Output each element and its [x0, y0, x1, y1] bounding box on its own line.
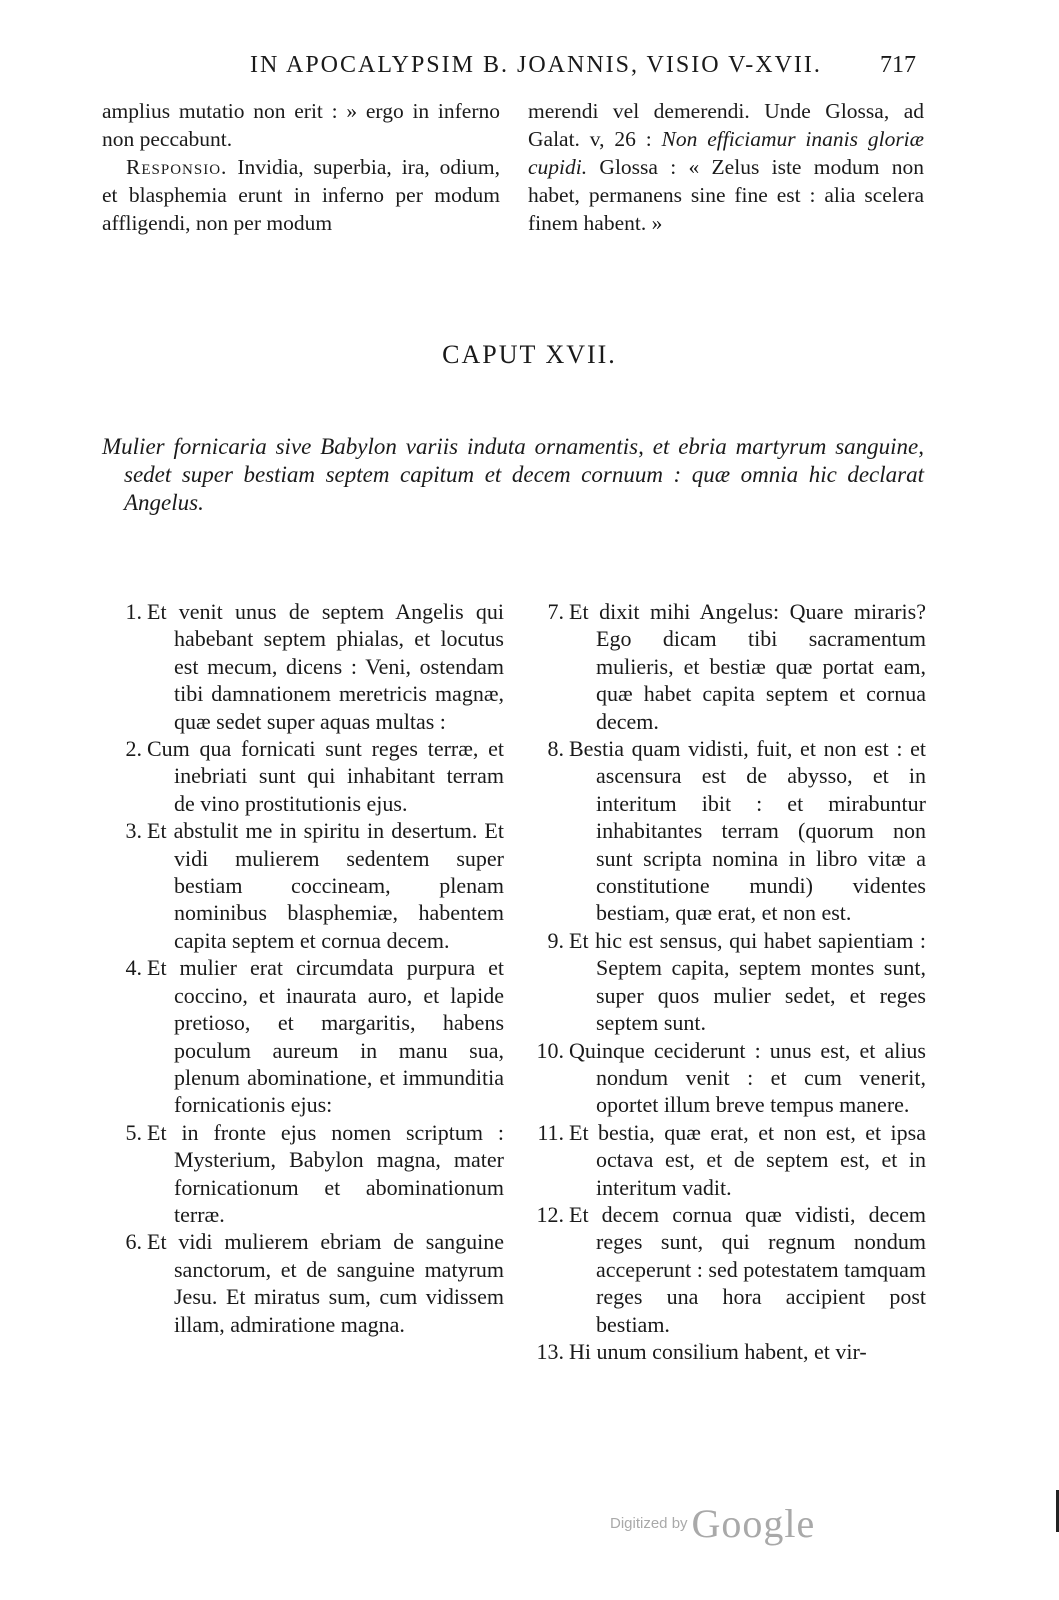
verse-number: 10.	[536, 1037, 564, 1063]
verse-text: Et venit unus de septem Angelis qui habebant septem phialas, et locutus est mecum, dicens : Veni, ostendam tibi damnationem meretricis magnæ, quæ sedet super aquas multas :	[147, 599, 504, 734]
verse	[534, 735, 926, 927]
verses-right-column	[534, 598, 926, 1365]
continuation-text: merendi vel demerendi. Unde Glossa, ad Galat. v, 26 :	[528, 99, 924, 151]
verse	[112, 1119, 504, 1229]
continuation-left-column	[102, 97, 500, 237]
verse-number: 7.	[547, 599, 564, 624]
verse	[112, 735, 504, 817]
verses-left-column	[112, 598, 504, 1338]
verse-text: Et vidi mulierem ebriam de sanguine sanctorum, et de sanguine matyrum Jesu. Et miratus sum, cum vidissem illam, admiratione magna.	[147, 1229, 504, 1337]
verse-text: Hi unum consilium habent, et vir-	[569, 1338, 867, 1364]
verse-text: Et decem cornua quæ vidisti, decem reges sunt, qui regnum nondum acceperunt : sed potestatem tamquam reges una hora accipient post bestiam.	[569, 1201, 926, 1337]
verse	[534, 1338, 926, 1365]
verse-text: Bestia quam vidisti, fuit, et non est : et ascensura est de abysso, et in interitum ibit : et mirabuntur inhabitantes terram (quorum non sunt scripta nomina in libro vitæ a constitutione mundi) videntes bestiam, quæ erat, et non est.	[569, 736, 926, 926]
verse	[534, 927, 926, 1037]
verse-text: Cum qua fornicati sunt reges terræ, et inebriati sunt qui inhabitant terram de vino prostitutionis ejus.	[147, 736, 504, 816]
chapter-summary: Mulier fornicaria sive Babylon variis induta ornamentis, et ebria martyrum sanguine, sedet super bestiam septem capitum et decem cornuum : quæ omnia hic declarat Angelus.	[102, 434, 924, 515]
verse-number: 9.	[547, 927, 564, 953]
verse	[112, 598, 504, 735]
continuation-right-column	[528, 97, 924, 237]
glossa-quotation: Non efficiamur inanis gloriæ cupidi.	[528, 127, 924, 179]
digitized-watermark	[610, 1500, 815, 1547]
verse-number: 2.	[125, 736, 142, 762]
verse-number: 13.	[536, 1338, 564, 1364]
continuation-text: Glossa : « Zelus iste modum non habet, permanens sine fine est : alia scelera finem habent. »	[528, 155, 924, 235]
verse-number: 12.	[536, 1201, 564, 1227]
chapter-title: CAPUT XVII.	[442, 340, 617, 369]
responsio-paragraph	[102, 153, 500, 237]
digitized-by-text: Digitized by	[610, 1515, 688, 1532]
verse-text: Et hic est sensus, qui habet sapientiam : Septem capita, septem montes sunt, super quos mulier sedet, et reges septem sunt.	[569, 927, 926, 1036]
google-logo: Google	[691, 1501, 816, 1546]
verse-number: 4.	[125, 955, 142, 981]
verse	[534, 1201, 926, 1338]
verse-number: 11.	[537, 1119, 564, 1145]
verse-text: Et bestia, quæ erat, et non est, et ipsa octava est, et de septem est, et in interitum vadit.	[569, 1119, 926, 1200]
verse	[112, 954, 504, 1118]
verse	[112, 1228, 504, 1338]
continuation-paragraph	[528, 97, 924, 237]
continuation-paragraph: amplius mutatio non erit : » ergo in inferno non peccabunt.	[102, 99, 500, 151]
verse	[534, 1119, 926, 1201]
verse-text: Et dixit mihi Angelus: Quare miraris? Ego dicam tibi sacramentum mulieris, et bestiæ quæ portat eam, quæ habet capita septem et cornua decem.	[569, 599, 926, 734]
page-number: 717	[880, 52, 916, 78]
responsio-label: Responsio.	[126, 155, 228, 179]
verse	[534, 598, 926, 735]
verse-number: 3.	[125, 818, 142, 844]
verse-text: Et mulier erat circumdata purpura et coccino, et inaurata auro, et lapide pretioso, et margaritis, habens poculum aureum in manu sua, plenum abominatione, et immunditia fornicationis ejus:	[147, 955, 504, 1118]
verse-number: 6.	[125, 1229, 142, 1255]
verse-number: 8.	[547, 736, 564, 762]
verse-number: 5.	[125, 1119, 142, 1145]
verse	[112, 817, 504, 954]
verse-text: Quinque ceciderunt : unus est, et alius nondum venit : et cum venerit, oportet illum breve tempus manere.	[569, 1037, 926, 1118]
verse-number: 1.	[125, 599, 142, 624]
verse-text: Et abstulit me in spiritu in desertum. Et vidi mulierem sedentem super bestiam coccineam, plenam nominibus blasphemiæ, habentem capita septem et cornua decem.	[147, 818, 504, 953]
verse	[534, 1037, 926, 1119]
responsio-text: Invidia, superbia, ira, odium, et blasphemia erunt in inferno per modum affligendi, non per modum	[102, 155, 500, 235]
running-title: IN APOCALYPSIM B. JOANNIS, VISIO V-XVII.	[250, 52, 822, 78]
verse-text: Et in fronte ejus nomen scriptum : Mysterium, Babylon magna, mater fornicationum et abominationum terræ.	[147, 1119, 504, 1227]
